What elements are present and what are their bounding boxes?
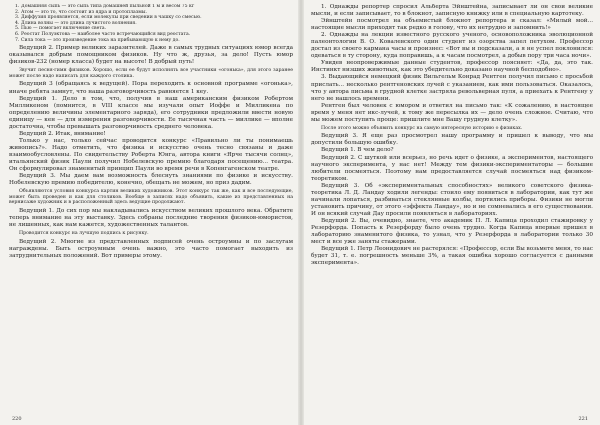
paragraph: 1. Однажды репортер спросил Альберта Эйнштейна, записывает ли он свои великие мысли, и если записывает, то в блокнот, записную книжку или в специальную картотеку. [311,4,593,18]
paragraph: Ведущий 3. Мы даем вам возможность блеснуть знаниями по физике и искусству. Нобелевскую премию победителю, конечно, обещать не можем, но приз дадим. [9,173,293,187]
paragraph: Ведущий 3 (обращаясь к ведущей). Пора переходить к основной программе «огонька», иначе ребята замнут, что наша разговорчивость равняется 1 кеу. [9,81,293,95]
left-page [9,4,293,416]
paragraph: Рентген был человек с юмором и ответил на письмо так: «К сожалению, в настоящее время у меня нет икс-лучей, к тому же пересылка их — дело очень сложное. Считаю, что мы можем поступить проще: пришлите мне Вашу грудную клетку». [311,102,593,123]
page-number: 220 [12,416,22,422]
footnote-number: 4. [15,20,20,26]
paragraph: Эйнштейн посмотрел на объемистый блокнот репортера и сказал: «Милый мой... настоящие мысли приходят так редко в голову, что их нетрудно и запомнить!» [311,18,593,32]
paragraph: Только у нас, только сейчас проводится конкурс «Правильно ли ты понимаешь живопись?». Надо отметить, что физика и искусство очень тесно связаны и даже взаимообусловлены. По свидетельству Роберта Юнга, автора книги «Ярче тысячи солнц», итальянский физик Паули получил Нобелевскую премию благодаря посещению... театра. Он сформулировал знаменитый принцип Паули во время речи в Копенгагенском театре. [9,137,293,173]
paragraph: Ведущий 1. Дело в том, что, получив в наш американским физиком Робертом Милликеном (помнится, в VIII классе мы изучали опыт Иоффе и Милликена по определению величины элементарного заряда), его сотрудники предложили ввести новую единицу — кен — для измерения разговорчивости. Ее тысячная часть — миллике — вполне достаточна, чтобы превышать разговорчивость среднего человека. [9,95,293,130]
paragraph: Ведущий 1. Петр Леонидович не растерялся: «Профессор, если Вы возьмете меня, то нас будет 31, т. е. погрешность меньше 3%, а такая ошибка хорошо согласуется с данными эксперимента». [311,246,593,267]
footnote-text: Пью — помогает включение света. [21,26,107,32]
paragraph: Ведущий 2. Итак, внимание! [19,130,106,137]
footnote-number: 5. [15,26,20,32]
stage-note: Объявляются условия конкурса картин великих художников. Этот конкурс так же, как и все последующие, может быть проведен и как для столиков. Вообще в записях надо объявить, какие из представленных на вернисаже художник и в расположенный здесь ведущие продолжают. [9,189,293,206]
footnote-number: 1. [15,4,20,9]
paragraph: Ведущий 2. С шуткой или всерьез, но речь идет о физике, а экспериментов, настоящего научного эксперимента, у нас нет! Между тем физики-экспериментаторы — большие любители посмеяться. Поэтому нам предоставляется случай посмеяться над физиком-теоретиком. [311,154,593,182]
stage-note: Проводится конкурс на лучшую подпись к рисунку. [19,231,149,237]
paragraph: Ведущий 3. Я еще раз просмотрел нашу программу и пришел к выводу, что мы допустили большую ошибку. [311,133,593,147]
paragraph: 3. Выдающийся немецкий физик Вильгельм Конрад Рентген получил письмо с просьбой прислать... несколько рентгеновских лучей с указанием, как ими пользоваться. Оказалось, что у автора письма в грудной клетке застряла револьверная пуля, а приехать к Рентгену у него не нашлось времени. [311,74,593,102]
paragraph: Ведущий 1. До сих пор мы накладывались искусством великих прошлого века. Обратите теперь внимание на эту выставку. Здесь собраны последние творения физиков-юмористов, не лишенных, как нам кажется, художественных талантов. [9,207,293,229]
footnote-number: 3. [15,15,20,21]
footnote-list [9,4,293,43]
paragraph: Ведущий 2. Многие из представленных подписей очень остроумны и по заслугам награждены. Быть остроумным очень важно, это часто помогает выходить из затруднительных положений. Вот примеры этому. [9,238,293,259]
footnote-number: 2. [15,9,20,15]
paragraph: Увидев неопровержимые данные студентов, профессор поясняет: «Да, да, это так. Инстинкт низших животных, как это убедительно доказано научной бесподобно». [311,60,593,74]
paragraph: 2. Однажды на лекции известного русского ученого, основоположника эволюционной палеонтологии В. О. Ковалевского один студент из озорства запел петухом. Профессор достал из своего кармана часы и произнес: «Вот вы и подсказали, а я не успел поклонился: одеваться в ту сторону, куда поправишь, а к часам посмотрел, а добыв пору три часа ночи». [311,32,593,60]
paragraph: Ведущий 2. Вы, очевидно, знаете, что академик П. Л. Капица проходил стажировку у Резерфорда. Попасть к Резерфорду было очень трудно. Когда Капица впервые пришел в лабораторию знаменитого физика, то узнал, что у Резерфорда в лаборатории только 30 мест и все уже заняты стажерами. [311,217,593,246]
footnote-text: Диффузия проявляется, если молекулы при сведении в чашку со смесью. [21,15,202,21]
page-number: 221 [578,416,588,422]
stage-note: После этого можно объявить конкурс на самую интересную историю о физиках. [321,125,523,131]
book-gutter [298,0,304,425]
stage-note: Звучит песня-гимн физиков. Хорошо, если ее будут исполнять все участники «огонька», для этого заранее может после надо написать для каждого столика. [9,68,293,79]
footnote-text: Атом — это то, что состоит из ядра и протоплазмы. [21,9,147,15]
paragraph: Ведущий 3. Об «экспериментальных способностях» великого советского физика-теоретика Л. Д. Ландау ходили легенды: стоило ему появиться в лаборатории, как тут же начинали лопаться, разбиваться стеклянные колбы, портились приборы. Физики не могли установить причину, от этого «эффекта Ландау», но и не сомневались в его существовании. И он всякий случай Дау просили появляться в лабораториях. [311,182,593,217]
paragraph: Ведущий 2. Пример великих заразителей. Даже в самых трудных ситуациях юмор всегда оказывался добрым помощником физиков. Ну что ж, друзья, за дело! Пусть юмор физиков-232 (номер класса) будет на высоте! В добрый путь! [9,45,293,66]
right-page [311,4,593,416]
footnote-number: 6. [15,31,20,37]
footnote-text: Домашняя сыпь — это сыпь типа домашней пыльной 1 м и весом 75 кг [21,4,195,9]
footnote-number: 7. [15,37,20,43]
footnote-text: Длина волны — это длина лучистого волнения. [21,20,137,26]
paragraph: Ведущий 1. В чем дело? [321,147,394,154]
footnote-text: Сила тока — это произведение тока на прибывающую к нему до. [21,37,180,43]
footnote-text: Реостат Полуэктова — наиболее часто встречающийся вид реостата. [21,31,191,37]
